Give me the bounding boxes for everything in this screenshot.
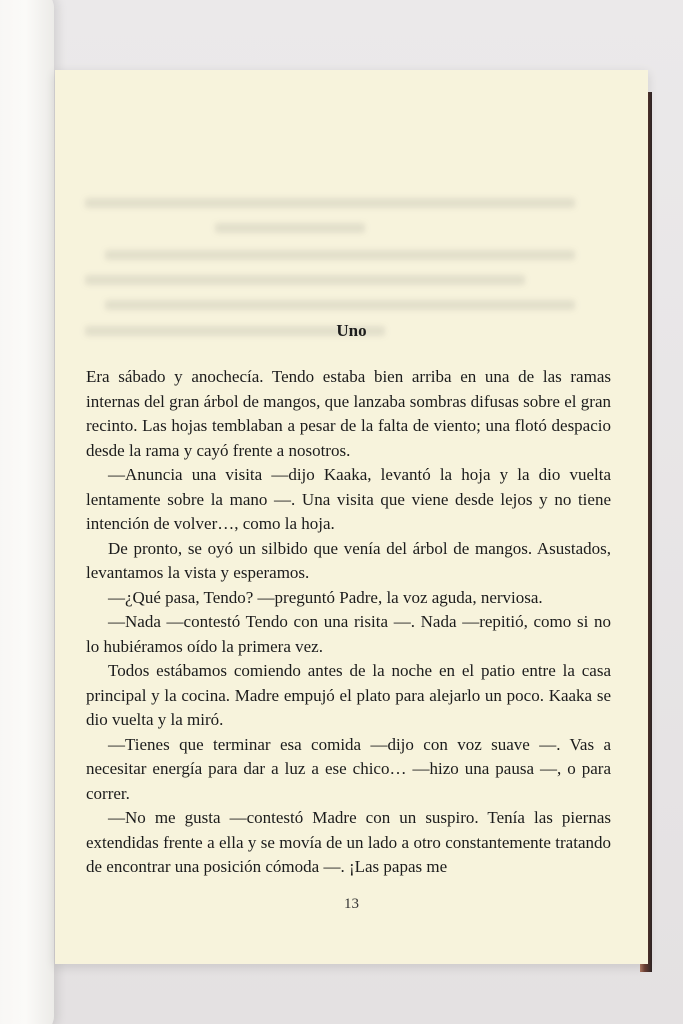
paragraph: De pronto, se oyó un silbido que venía del árbol de mangos. Asustados, levantamos la vista y esperamos. — [86, 538, 611, 582]
paragraph: —¿Qué pasa, Tendo? —preguntó Padre, la voz aguda, nerviosa. — [108, 587, 543, 607]
paragraph: Era sábado y anochecía. Tendo estaba bien arriba en una de las ramas internas del gran árbol de mangos, que lanzaba sombras difusas sobre el gran recinto. Las hojas temblaban a pesar de la falta de viento; una flotó despacio desde la rama y cayó frente a nosotros. — [86, 367, 611, 460]
page-number: 13 — [344, 896, 359, 912]
chapter-title: Uno — [336, 321, 367, 340]
body-text — [86, 365, 611, 880]
paragraph: —Tienes que terminar esa comida —dijo con voz suave —. Vas a necesitar energía para dar a luz a ese chico… —hizo una pausa —, o para correr. — [86, 734, 611, 803]
paragraph: Todos estábamos comiendo antes de la noche en el patio entre la casa principal y la cocina. Madre empujó el plato para alejarlo un poco. Kaaka se dio vuelta y la miró. — [86, 661, 611, 729]
paragraph: —No me gusta —contestó Madre con un suspiro. Tenía las piernas extendidas frente a ella y se movía de un lado a otro constantemente tratando de encontrar una posición cómoda —. ¡Las papas me — [86, 808, 611, 876]
paragraph: —Nada —contestó Tendo con una risita —. Nada —repitió, como si no lo hubiéramos oído la primera vez. — [86, 612, 611, 656]
book-page — [55, 70, 648, 964]
left-page-edge — [0, 0, 54, 1024]
paragraph: —Anuncia una visita —dijo Kaaka, levantó la hoja y la dio vuelta lentamente sobre la mano —. Una visita que viene desde lejos y no tiene intención de volver…, como la hoja. — [86, 465, 611, 533]
